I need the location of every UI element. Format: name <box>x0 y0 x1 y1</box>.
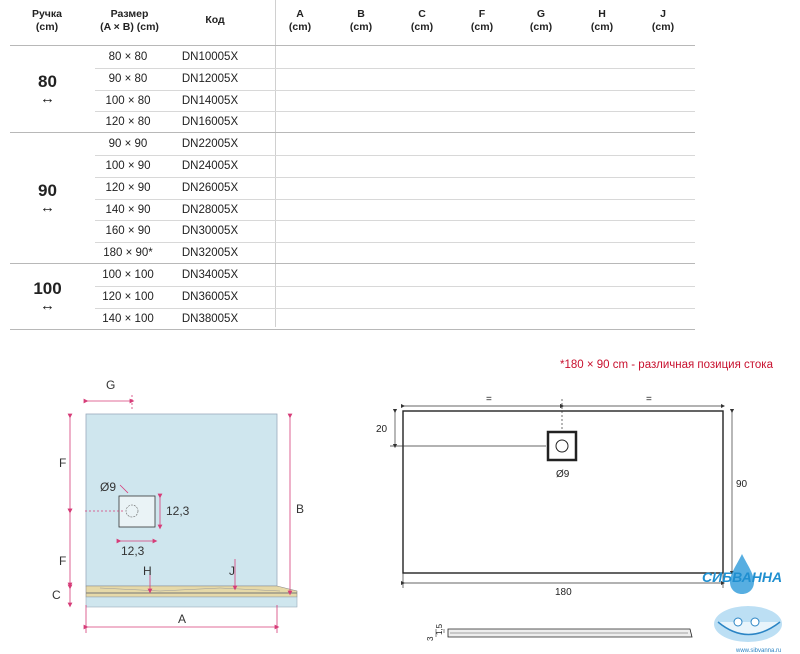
handle-group-80 <box>20 72 75 106</box>
cell-size: 180 × 90* <box>103 247 153 260</box>
table-bottom-line <box>10 329 695 330</box>
cell-size: 120 × 100 <box>102 290 154 303</box>
cell-size: 100 × 80 <box>105 94 151 107</box>
row-separator <box>95 220 695 221</box>
label-side-edge: 1,5 <box>435 623 444 635</box>
label-drain-height: 12,3 <box>166 504 190 518</box>
label-offset: 20 <box>376 424 388 435</box>
header-j-unit: (cm) <box>651 21 675 33</box>
header-j-title: J <box>660 8 666 20</box>
cell-code: DN30005X <box>181 225 239 238</box>
header-handle-unit: (cm) <box>35 21 59 33</box>
header-size-unit: (A × B) (cm) <box>100 21 159 33</box>
tray-edge <box>86 586 297 597</box>
header-a-unit: (cm) <box>288 21 312 33</box>
label-f-bottom: F <box>59 554 67 568</box>
cell-code: DN22005X <box>181 138 239 151</box>
cell-size: 90 × 90 <box>108 138 148 151</box>
header-size <box>92 8 167 34</box>
cell-size: 80 × 80 <box>108 51 148 63</box>
cell-size: 140 × 90 <box>105 203 151 216</box>
label-drain-width: 12,3 <box>121 544 145 558</box>
header-h <box>582 8 622 34</box>
cell-size: 120 × 80 <box>105 116 151 129</box>
handle-group-100 <box>20 279 75 313</box>
handle-value: 80 <box>38 71 57 91</box>
cell-code: DN34005X <box>181 269 239 281</box>
header-size-title: Размер <box>110 8 149 20</box>
cell-size: 140 × 100 <box>102 312 154 325</box>
header-b <box>341 8 381 34</box>
header-g <box>521 8 561 34</box>
logo-url: www.sibvanna.ru <box>736 648 782 654</box>
row-separator <box>95 90 695 91</box>
drain-symbol <box>119 496 155 527</box>
label-g: G <box>106 378 116 392</box>
cell-code: DN16005X <box>181 116 239 129</box>
header-g-title: G <box>536 8 546 20</box>
header-a-title: A <box>296 8 304 20</box>
header-code: Код <box>205 14 225 26</box>
label-equal-right: = <box>646 394 652 405</box>
header-handle-title: Ручка <box>31 8 63 20</box>
double-arrow-icon: ↔ <box>40 89 55 107</box>
handle-value: 90 <box>38 180 57 200</box>
double-arrow-icon: ↔ <box>40 296 55 314</box>
cell-size: 90 × 80 <box>108 72 148 85</box>
tray-dimension-diagram <box>40 375 315 645</box>
label-f-top: F <box>59 456 67 470</box>
row-separator <box>95 155 695 156</box>
row-separator <box>95 111 695 112</box>
label-c: C <box>52 588 61 602</box>
header-f-title: F <box>478 8 486 20</box>
cell-code: DN24005X <box>181 160 239 172</box>
column-separator <box>275 0 276 327</box>
header-b-unit: (cm) <box>349 21 373 33</box>
drain-position-note: *180 × 90 cm - различная позиция стока <box>560 359 773 371</box>
cell-code: DN38005X <box>181 312 239 325</box>
label-b: B <box>296 502 305 516</box>
header-c-title: C <box>418 8 426 20</box>
row-separator <box>95 308 695 309</box>
cell-code: DN36005X <box>181 290 239 303</box>
logo-text: СИБВАННА <box>702 569 783 585</box>
label-width: 180 <box>555 587 572 598</box>
handle-value: 100 <box>33 278 62 298</box>
group-separator <box>10 132 695 133</box>
cell-code: DN28005X <box>181 203 239 216</box>
label-equal-left: = <box>486 394 492 405</box>
label-j: J <box>229 564 235 578</box>
cell-code: DN12005X <box>181 72 239 85</box>
tray-top <box>86 414 277 586</box>
label-drain-dia-left: Ø9 <box>100 480 117 494</box>
header-handle <box>22 8 72 34</box>
cell-size: 100 × 90 <box>105 160 151 172</box>
cell-code: DN32005X <box>181 247 239 260</box>
header-j <box>643 8 683 34</box>
label-drain-dia: Ø9 <box>556 469 570 480</box>
double-arrow-icon: ↔ <box>40 198 55 216</box>
label-height: 90 <box>736 479 748 490</box>
row-separator <box>95 68 695 69</box>
label-a: A <box>178 612 187 626</box>
row-separator <box>95 286 695 287</box>
header-g-unit: (cm) <box>529 21 553 33</box>
group-separator <box>10 45 695 46</box>
row-separator <box>95 199 695 200</box>
cell-size: 160 × 90 <box>105 225 151 238</box>
group-separator <box>10 263 695 264</box>
cell-size: 120 × 90 <box>105 181 151 194</box>
header-b-title: B <box>357 8 365 20</box>
cell-code: DN26005X <box>181 181 239 194</box>
header-h-title: H <box>598 8 606 20</box>
handle-group-90 <box>20 181 75 215</box>
cell-code: DN14005X <box>181 94 239 107</box>
header-c-unit: (cm) <box>410 21 434 33</box>
cell-code: DN10005X <box>181 51 239 63</box>
header-f <box>462 8 502 34</box>
header-h-unit: (cm) <box>590 21 614 33</box>
cell-size: 100 × 100 <box>102 269 154 281</box>
header-c <box>402 8 442 34</box>
drain-plan <box>548 432 576 460</box>
row-separator <box>95 242 695 243</box>
row-separator <box>95 177 695 178</box>
tray-base <box>86 597 297 607</box>
header-f-unit: (cm) <box>470 21 494 33</box>
header-a <box>280 8 320 34</box>
label-side-total: 3 <box>426 636 435 641</box>
sibvanna-logo <box>700 552 800 654</box>
tray-side-profile <box>420 615 700 651</box>
label-h: H <box>143 564 152 578</box>
